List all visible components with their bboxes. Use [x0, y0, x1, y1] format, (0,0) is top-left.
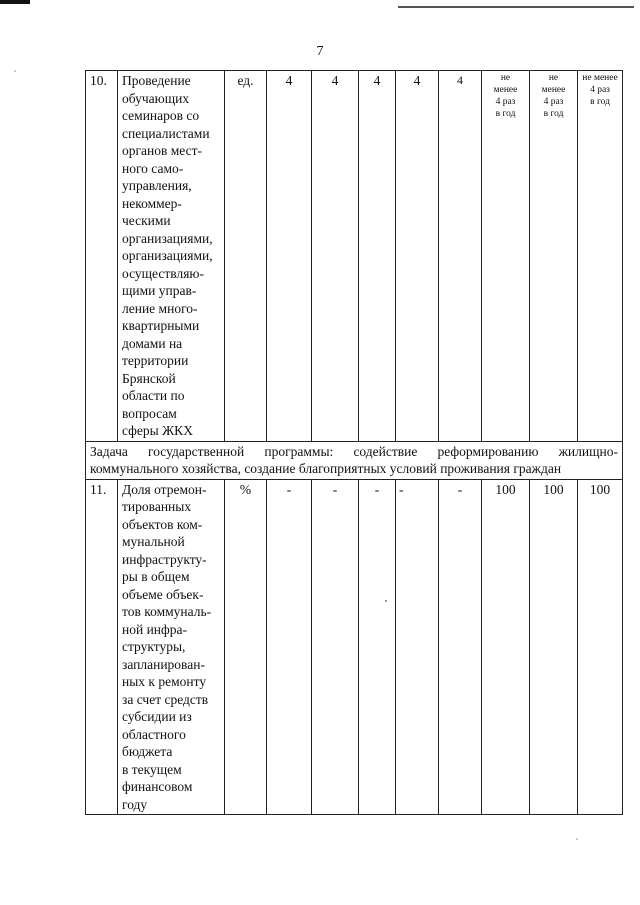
value-cell: - — [359, 479, 396, 815]
table-row — [86, 71, 623, 442]
indicators-table — [85, 70, 623, 815]
target-cell: 100 — [530, 479, 578, 815]
target-cell — [482, 71, 530, 442]
scan-speck — [576, 838, 578, 840]
unit-cell: ед. — [225, 71, 267, 442]
value-cell: 4 — [359, 71, 396, 442]
value-cell: - — [312, 479, 359, 815]
indicator-text: Доля отремон- тированных объектов ком- мунальной инфраструкту- ры в общем объеме объек- тов коммуналь- ной инфра- структуры, запланирован- ных к ремонту за счет средств субсидии из областного бюджета в текущем финансовом году — [122, 481, 212, 812]
target-cell — [530, 71, 578, 442]
program-task: Задача государственной программы: содействие реформированию жилищно-коммунального хозяйства, создание благоприятных условий проживания граждан — [86, 441, 623, 479]
indicator-text: Проведение обучающих семинаров со специалистами органов мест- ного само- управления, некоммер- ческими организациями, организациями, осуществляю- щими управ- ление много- квартирными домами на территории Брянской области по вопросам сферы ЖКХ — [122, 73, 213, 438]
value-cell: 4 — [267, 71, 312, 442]
indicator-name — [118, 479, 225, 815]
target-cell — [578, 71, 623, 442]
unit-cell: % — [225, 479, 267, 815]
target-cell: 100 — [578, 479, 623, 815]
scan-speck — [385, 600, 387, 602]
value-cell: - — [439, 479, 482, 815]
row-number: 10. — [86, 71, 118, 442]
target-text: не менее 4 раз в год — [541, 73, 566, 119]
target-cell: 100 — [482, 479, 530, 815]
target-text: не менее 4 раз в год — [582, 73, 618, 107]
target-text: не менее 4 раз в год — [493, 73, 518, 119]
page-number: 7 — [316, 44, 324, 59]
row-number: 11. — [86, 479, 118, 815]
table-row — [86, 479, 623, 815]
value-cell: 4 — [439, 71, 482, 442]
indicator-name — [118, 71, 225, 442]
header-rule — [398, 6, 634, 8]
value-cell: - — [396, 479, 439, 815]
scan-corner-mark — [0, 0, 30, 4]
scan-speck — [14, 70, 16, 72]
value-cell: 4 — [396, 71, 439, 442]
value-cell: - — [267, 479, 312, 815]
task-row — [86, 441, 623, 479]
value-cell: 4 — [312, 71, 359, 442]
